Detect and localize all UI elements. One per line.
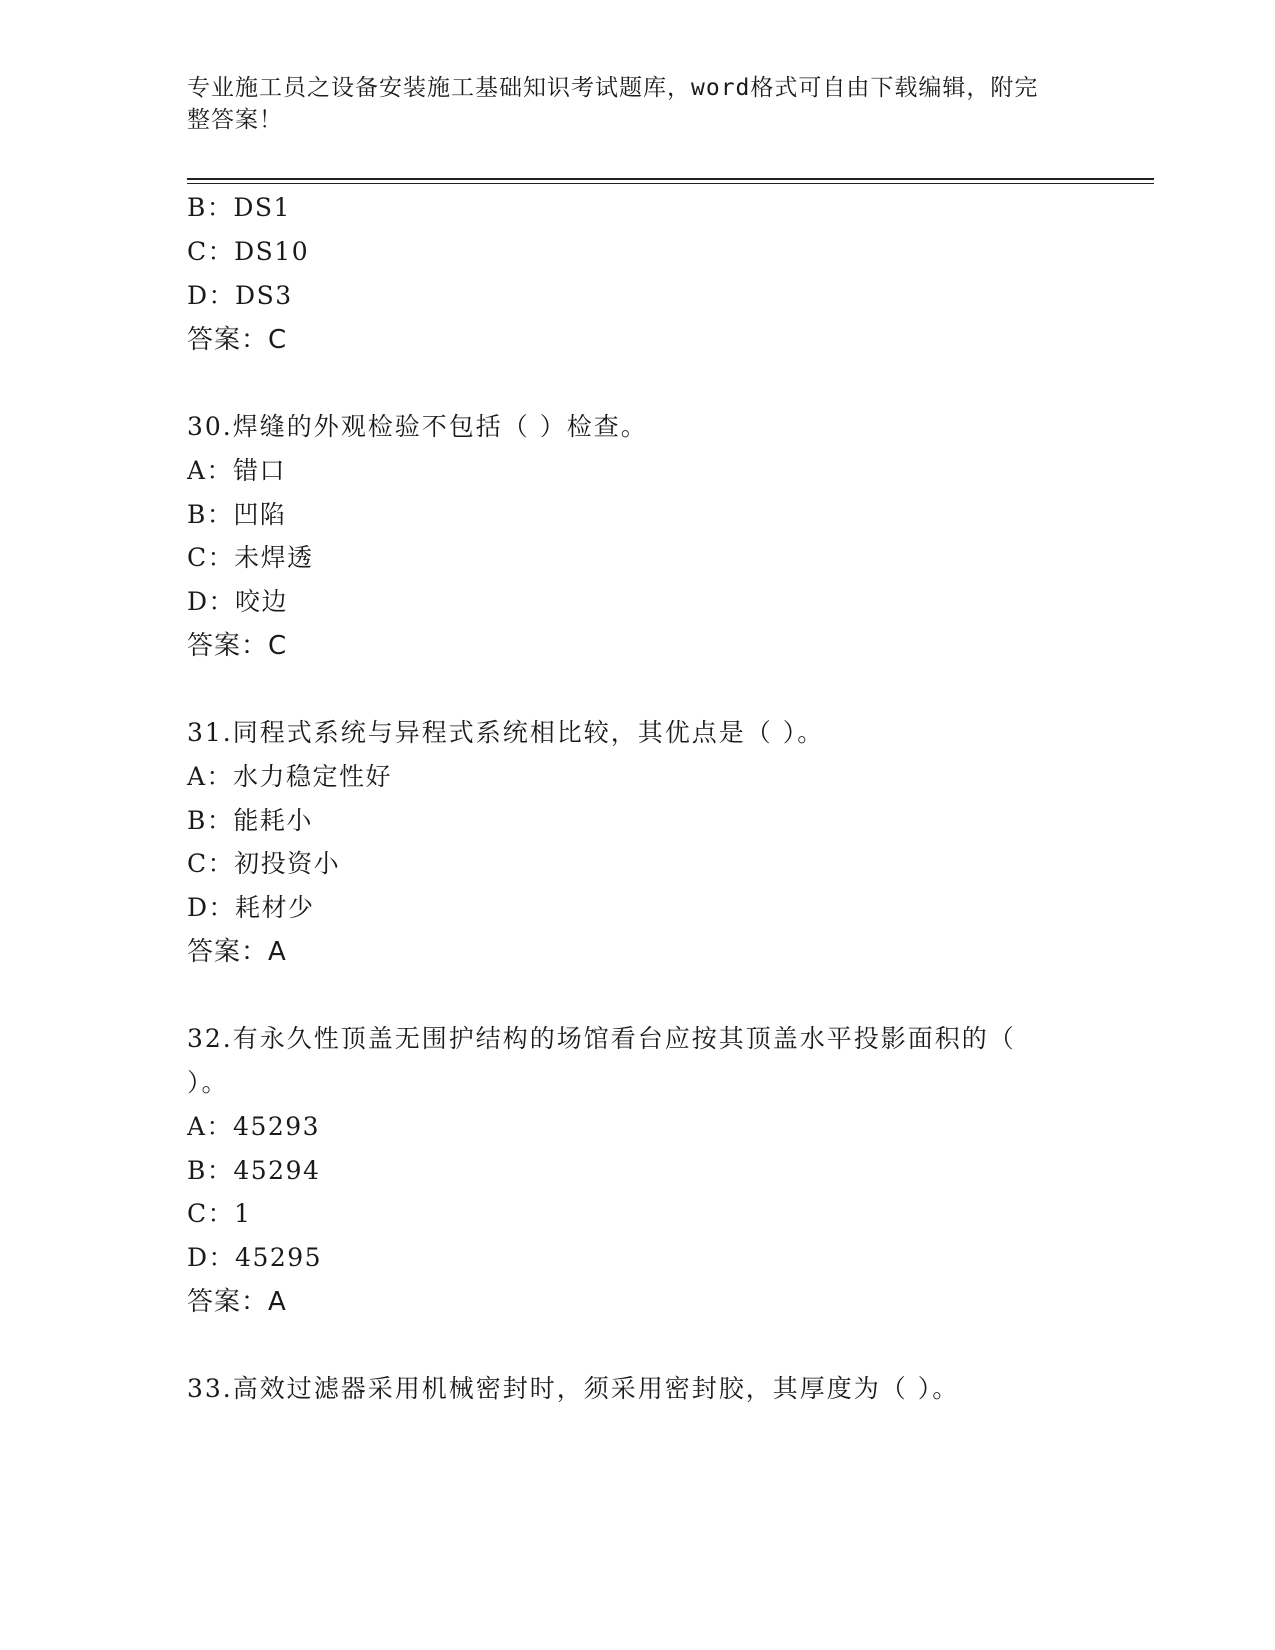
q30-option-a: A：错口 (187, 456, 287, 485)
q31-question: 31.同程式系统与异程式系统相比较，其优点是（ ）。 (187, 718, 825, 747)
q29-answer: 答案：C (187, 325, 288, 355)
q31-option-c: C：初投资小 (187, 849, 341, 878)
q30-option-d: D：咬边 (187, 587, 289, 616)
q30-option-b: B：凹陷 (187, 500, 287, 529)
q32-option-d: D：45295 (187, 1243, 323, 1272)
q29-option-d: D：DS3 (187, 281, 293, 310)
q32-question-line-2: ）。 (187, 1068, 229, 1097)
q31-option-a: A：水力稳定性好 (187, 762, 393, 791)
q31-option-b: B：能耗小 (187, 806, 313, 835)
q30-answer: 答案：C (187, 631, 288, 661)
q32-answer: 答案：A (187, 1287, 287, 1317)
q32-question-line-1: 32.有永久性顶盖无围护结构的场馆看台应按其顶盖水平投影面积的（ (187, 1024, 1016, 1053)
q32-option-b: B：45294 (187, 1156, 321, 1185)
q29-option-b: B：DS1 (187, 193, 291, 222)
q29-option-c: C：DS10 (187, 237, 310, 266)
header-divider-thin (187, 183, 1154, 184)
q33-question: 33.高效过滤器采用机械密封时，须采用密封胶，其厚度为（ ）。 (187, 1374, 960, 1403)
page-header (187, 72, 1067, 136)
q32-option-c: C：1 (187, 1199, 252, 1228)
header-line-2: 整答案！ (187, 107, 283, 133)
q31-option-d: D：耗材少 (187, 893, 315, 922)
q31-answer: 答案：A (187, 937, 287, 967)
header-divider-thick (187, 178, 1154, 180)
header-line-1: 专业施工员之设备安装施工基础知识考试题库，word格式可自由下载编辑，附完 (187, 75, 1039, 101)
q30-option-c: C：未焊透 (187, 543, 314, 572)
q30-question: 30.焊缝的外观检验不包括（ ）检查。 (187, 412, 648, 441)
q32-option-a: A：45293 (187, 1112, 321, 1141)
